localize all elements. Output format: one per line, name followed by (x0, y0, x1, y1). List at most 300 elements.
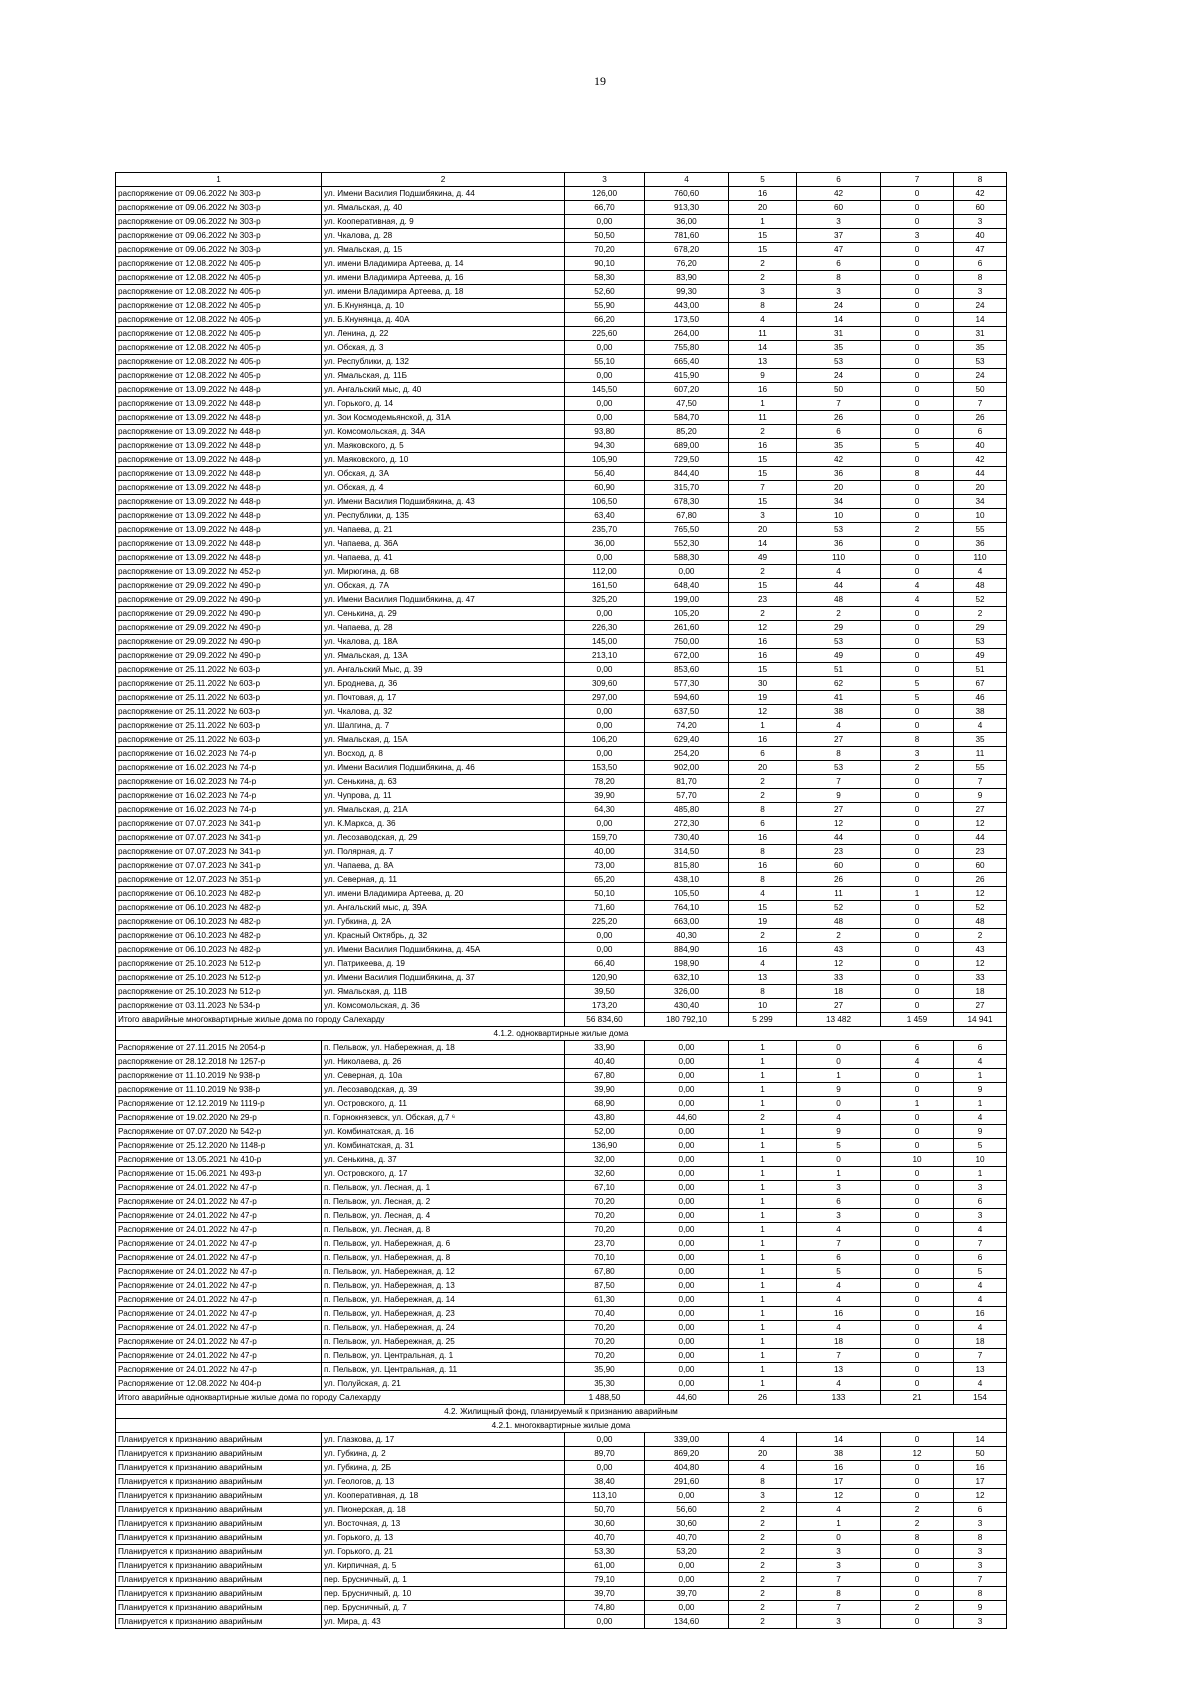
value-cell: 0,00 (645, 1321, 729, 1335)
value-cell: 70,10 (565, 1251, 645, 1265)
value-cell: 815,80 (645, 859, 729, 873)
value-cell: 145,50 (565, 383, 645, 397)
value-cell: 4 (954, 1223, 1007, 1237)
value-cell: 50 (797, 383, 881, 397)
value-cell: 58,30 (565, 271, 645, 285)
value-cell: 552,30 (645, 537, 729, 551)
value-cell: 6 (954, 1503, 1007, 1517)
value-cell: 20 (954, 481, 1007, 495)
value-cell: 73,00 (565, 859, 645, 873)
value-cell: 443,00 (645, 299, 729, 313)
value-cell: 6 (954, 257, 1007, 271)
value-cell: 70,40 (565, 1307, 645, 1321)
value-cell: 297,00 (565, 691, 645, 705)
value-cell: 4 (881, 579, 954, 593)
value-cell: 6 (729, 817, 797, 831)
document-cell: распоряжение от 13.09.2022 № 448-р (116, 509, 322, 523)
table-row (116, 1223, 1007, 1237)
section-header-row (116, 1419, 1007, 1433)
table-row (116, 789, 1007, 803)
value-cell: 1 (729, 1223, 797, 1237)
table-row (116, 1531, 1007, 1545)
value-cell: 1 (729, 1097, 797, 1111)
address-cell: п. Пельвож, ул. Центральная, д. 1 (322, 1349, 565, 1363)
value-cell: 0 (881, 1545, 954, 1559)
value-cell: 0 (881, 1125, 954, 1139)
value-cell: 112,00 (565, 565, 645, 579)
value-cell: 20 (797, 481, 881, 495)
value-cell: 63,40 (565, 509, 645, 523)
document-cell: распоряжение от 12.08.2022 № 405-р (116, 327, 322, 341)
value-cell: 6 (881, 1041, 954, 1055)
value-cell: 2 (729, 1111, 797, 1125)
value-cell: 4 (729, 1461, 797, 1475)
value-cell: 1 (729, 215, 797, 229)
value-cell: 5 (797, 1139, 881, 1153)
address-cell: п. Пельвож, ул. Набережная, д. 14 (322, 1293, 565, 1307)
table-row (116, 1125, 1007, 1139)
value-cell: 8 (954, 1531, 1007, 1545)
value-cell: 315,70 (645, 481, 729, 495)
value-cell: 78,20 (565, 775, 645, 789)
address-cell: ул. Кооперативная, д. 18 (322, 1489, 565, 1503)
value-cell: 11 (797, 887, 881, 901)
value-cell: 7 (797, 1573, 881, 1587)
value-cell: 2 (729, 1559, 797, 1573)
value-cell: 57,70 (645, 789, 729, 803)
value-cell: 199,00 (645, 593, 729, 607)
value-cell: 40,70 (645, 1531, 729, 1545)
document-cell: распоряжение от 16.02.2023 № 74-р (116, 803, 322, 817)
value-cell: 0 (881, 1209, 954, 1223)
value-cell: 2 (729, 1587, 797, 1601)
value-cell: 30,60 (645, 1517, 729, 1531)
table-row (116, 1447, 1007, 1461)
value-cell: 6 (797, 1251, 881, 1265)
value-cell: 55,90 (565, 299, 645, 313)
address-cell: ул. Республики, д. 135 (322, 509, 565, 523)
value-cell: 70,20 (565, 1321, 645, 1335)
value-cell: 0 (881, 1195, 954, 1209)
value-cell: 23 (954, 845, 1007, 859)
value-cell: 50 (954, 1447, 1007, 1461)
value-cell: 6 (797, 257, 881, 271)
table-row (116, 1251, 1007, 1265)
value-cell: 15 (729, 901, 797, 915)
document-cell: Планируется к признанию аварийным (116, 1573, 322, 1587)
document-cell: Распоряжение от 25.12.2020 № 1148-р (116, 1139, 322, 1153)
value-cell: 0 (881, 873, 954, 887)
value-cell: 12 (954, 1489, 1007, 1503)
table-row (116, 803, 1007, 817)
value-cell: 0 (881, 649, 954, 663)
value-cell: 0 (881, 383, 954, 397)
value-cell: 2 (729, 257, 797, 271)
value-cell: 136,90 (565, 1139, 645, 1153)
value-cell: 0 (881, 285, 954, 299)
value-cell: 325,20 (565, 593, 645, 607)
address-cell: ул. Маяковского, д. 10 (322, 453, 565, 467)
value-cell: 0,00 (565, 705, 645, 719)
value-cell: 44,60 (645, 1111, 729, 1125)
value-cell: 2 (729, 1503, 797, 1517)
table-row (116, 845, 1007, 859)
value-cell: 12 (954, 887, 1007, 901)
table-row (116, 593, 1007, 607)
value-cell: 40,40 (565, 1055, 645, 1069)
value-cell: 3 (797, 1545, 881, 1559)
value-cell: 87,50 (565, 1279, 645, 1293)
document-cell: распоряжение от 25.11.2022 № 603-р (116, 705, 322, 719)
value-cell: 39,90 (565, 789, 645, 803)
table-row (116, 397, 1007, 411)
table-row (116, 943, 1007, 957)
value-cell: 0,00 (565, 551, 645, 565)
value-cell: 70,20 (565, 1195, 645, 1209)
value-cell: 70,20 (565, 1223, 645, 1237)
value-cell: 42 (954, 453, 1007, 467)
value-cell: 0,00 (645, 1251, 729, 1265)
address-cell: ул. имени Владимира Артеева, д. 20 (322, 887, 565, 901)
total-value: 13 482 (797, 1013, 881, 1027)
address-cell: ул. Ангальский мыс, д. 39А (322, 901, 565, 915)
value-cell: 23 (797, 845, 881, 859)
value-cell: 12 (729, 621, 797, 635)
value-cell: 0 (881, 537, 954, 551)
section-title: 4.2.1. многоквартирные жилые дома (116, 1419, 1007, 1433)
value-cell: 53,20 (645, 1545, 729, 1559)
value-cell: 26 (797, 411, 881, 425)
value-cell: 0 (881, 789, 954, 803)
document-cell: распоряжение от 07.07.2023 № 341-р (116, 845, 322, 859)
value-cell: 12 (797, 817, 881, 831)
table-row (116, 1139, 1007, 1153)
value-cell: 0 (881, 915, 954, 929)
address-cell: ул. Чапаева, д. 21 (322, 523, 565, 537)
value-cell: 4 (797, 1111, 881, 1125)
value-cell: 8 (797, 271, 881, 285)
address-cell: ул. Имени Василия Подшибякина, д. 45А (322, 943, 565, 957)
document-cell: распоряжение от 16.02.2023 № 74-р (116, 747, 322, 761)
value-cell: 0 (881, 327, 954, 341)
document-cell: Распоряжение от 12.08.2022 № 404-р (116, 1377, 322, 1391)
table-row (116, 523, 1007, 537)
value-cell: 40 (954, 229, 1007, 243)
value-cell: 105,90 (565, 453, 645, 467)
table-row (116, 705, 1007, 719)
value-cell: 2 (729, 1531, 797, 1545)
column-header: 4 (645, 173, 729, 187)
value-cell: 67 (954, 677, 1007, 691)
document-cell: распоряжение от 13.09.2022 № 448-р (116, 425, 322, 439)
value-cell: 18 (797, 985, 881, 999)
column-header: 5 (729, 173, 797, 187)
value-cell: 309,60 (565, 677, 645, 691)
table-row (116, 453, 1007, 467)
document-cell: распоряжение от 13.09.2022 № 448-р (116, 537, 322, 551)
value-cell: 0,00 (645, 1377, 729, 1391)
table-row (116, 537, 1007, 551)
value-cell: 0 (881, 1251, 954, 1265)
table-row (116, 677, 1007, 691)
value-cell: 68,90 (565, 1097, 645, 1111)
value-cell: 4 (954, 1321, 1007, 1335)
table-row (116, 607, 1007, 621)
value-cell: 0 (881, 1587, 954, 1601)
column-header: 2 (322, 173, 565, 187)
value-cell: 12 (881, 1447, 954, 1461)
value-cell: 0 (881, 1139, 954, 1153)
value-cell: 10 (954, 1153, 1007, 1167)
value-cell: 7 (954, 775, 1007, 789)
table-row (116, 313, 1007, 327)
value-cell: 3 (797, 1209, 881, 1223)
address-cell: ул. К.Маркса, д. 36 (322, 817, 565, 831)
value-cell: 16 (729, 859, 797, 873)
value-cell: 0 (881, 1363, 954, 1377)
value-cell: 31 (797, 327, 881, 341)
value-cell: 0,00 (645, 1237, 729, 1251)
document-cell: распоряжение от 13.09.2022 № 448-р (116, 495, 322, 509)
value-cell: 17 (797, 1475, 881, 1489)
value-cell: 9 (954, 1083, 1007, 1097)
value-cell: 415,90 (645, 369, 729, 383)
value-cell: 13 (797, 1363, 881, 1377)
value-cell: 272,30 (645, 817, 729, 831)
value-cell: 46 (954, 691, 1007, 705)
value-cell: 38 (797, 1447, 881, 1461)
value-cell: 10 (881, 1153, 954, 1167)
value-cell: 20 (729, 1447, 797, 1461)
value-cell: 0 (797, 1531, 881, 1545)
value-cell: 9 (954, 789, 1007, 803)
table-row (116, 299, 1007, 313)
value-cell: 67,80 (565, 1069, 645, 1083)
value-cell: 20 (729, 201, 797, 215)
value-cell: 37 (797, 229, 881, 243)
section-title: 4.1.2. одноквартирные жилые дома (116, 1027, 1007, 1041)
value-cell: 0 (881, 1293, 954, 1307)
value-cell: 0 (881, 1237, 954, 1251)
value-cell: 20 (729, 761, 797, 775)
value-cell: 9 (797, 789, 881, 803)
value-cell: 0,00 (565, 397, 645, 411)
value-cell: 2 (729, 271, 797, 285)
address-cell: ул. Кооперативная, д. 9 (322, 215, 565, 229)
total-value: 1 488,50 (565, 1391, 645, 1405)
value-cell: 49 (797, 649, 881, 663)
value-cell: 438,10 (645, 873, 729, 887)
table-row (116, 1307, 1007, 1321)
value-cell: 19 (729, 915, 797, 929)
value-cell: 0 (881, 1461, 954, 1475)
address-cell: ул. Николаева, д. 26 (322, 1055, 565, 1069)
value-cell: 1 (729, 1265, 797, 1279)
document-cell: распоряжение от 06.10.2023 № 482-р (116, 915, 322, 929)
value-cell: 26 (797, 873, 881, 887)
address-cell: ул. Губкина, д. 2 (322, 1447, 565, 1461)
table-row (116, 509, 1007, 523)
value-cell: 0,00 (645, 1573, 729, 1587)
value-cell: 0 (881, 999, 954, 1013)
document-cell: распоряжение от 06.10.2023 № 482-р (116, 887, 322, 901)
value-cell: 0 (881, 1223, 954, 1237)
value-cell: 2 (881, 1517, 954, 1531)
value-cell: 0,00 (645, 1335, 729, 1349)
value-cell: 2 (729, 565, 797, 579)
document-cell: Распоряжение от 24.01.2022 № 47-р (116, 1335, 322, 1349)
value-cell: 9 (729, 369, 797, 383)
table-row (116, 425, 1007, 439)
value-cell: 339,00 (645, 1433, 729, 1447)
document-cell: Распоряжение от 13.05.2021 № 410-р (116, 1153, 322, 1167)
value-cell: 2 (881, 761, 954, 775)
table-row (116, 1055, 1007, 1069)
value-cell: 173,50 (645, 313, 729, 327)
value-cell: 0,00 (645, 1055, 729, 1069)
table-row (116, 859, 1007, 873)
value-cell: 110 (797, 551, 881, 565)
address-cell: ул. Ямальская, д. 15А (322, 733, 565, 747)
document-cell: Планируется к признанию аварийным (116, 1601, 322, 1615)
value-cell: 60 (954, 859, 1007, 873)
value-cell: 853,60 (645, 663, 729, 677)
document-cell: распоряжение от 25.11.2022 № 603-р (116, 663, 322, 677)
value-cell: 0 (881, 971, 954, 985)
value-cell: 1 (729, 1195, 797, 1209)
value-cell: 5 (954, 1139, 1007, 1153)
value-cell: 23,70 (565, 1237, 645, 1251)
column-header: 3 (565, 173, 645, 187)
value-cell: 0 (881, 803, 954, 817)
value-cell: 1 (954, 1069, 1007, 1083)
address-cell: ул. Глазкова, д. 17 (322, 1433, 565, 1447)
document-cell: распоряжение от 28.12.2018 № 1257-р (116, 1055, 322, 1069)
value-cell: 5 (881, 677, 954, 691)
value-cell: 0 (797, 1097, 881, 1111)
document-cell: Распоряжение от 24.01.2022 № 47-р (116, 1209, 322, 1223)
value-cell: 0 (881, 859, 954, 873)
value-cell: 0,00 (565, 369, 645, 383)
value-cell: 485,80 (645, 803, 729, 817)
value-cell: 66,40 (565, 957, 645, 971)
address-cell: ул. Лесозаводская, д. 29 (322, 831, 565, 845)
value-cell: 33 (954, 971, 1007, 985)
value-cell: 9 (797, 1125, 881, 1139)
address-cell: ул. Ямальская, д. 13А (322, 649, 565, 663)
document-cell: распоряжение от 29.09.2022 № 490-р (116, 579, 322, 593)
value-cell: 16 (729, 831, 797, 845)
value-cell: 648,40 (645, 579, 729, 593)
value-cell: 47 (954, 243, 1007, 257)
table-row (116, 775, 1007, 789)
table-row (116, 761, 1007, 775)
value-cell: 48 (954, 579, 1007, 593)
value-cell: 15 (729, 467, 797, 481)
document-cell: Распоряжение от 07.07.2020 № 542-р (116, 1125, 322, 1139)
value-cell: 93,80 (565, 425, 645, 439)
value-cell: 38,40 (565, 1475, 645, 1489)
value-cell: 7 (954, 1573, 1007, 1587)
value-cell: 0,00 (645, 1489, 729, 1503)
document-cell: распоряжение от 25.10.2023 № 512-р (116, 985, 322, 999)
table-row (116, 691, 1007, 705)
value-cell: 729,50 (645, 453, 729, 467)
value-cell: 0 (881, 985, 954, 999)
value-cell: 0 (881, 943, 954, 957)
value-cell: 594,60 (645, 691, 729, 705)
value-cell: 0 (797, 1055, 881, 1069)
value-cell: 61,00 (565, 1559, 645, 1573)
value-cell: 27 (954, 999, 1007, 1013)
value-cell: 0,00 (645, 1209, 729, 1223)
value-cell: 16 (954, 1307, 1007, 1321)
value-cell: 1 (729, 1279, 797, 1293)
document-cell: распоряжение от 06.10.2023 № 482-р (116, 929, 322, 943)
value-cell: 79,10 (565, 1573, 645, 1587)
value-cell: 0 (881, 369, 954, 383)
table-row (116, 439, 1007, 453)
document-cell: распоряжение от 12.08.2022 № 405-р (116, 299, 322, 313)
value-cell: 5 (797, 1265, 881, 1279)
value-cell: 0 (881, 1069, 954, 1083)
value-cell: 39,50 (565, 985, 645, 999)
value-cell: 0 (881, 621, 954, 635)
value-cell: 24 (954, 369, 1007, 383)
document-cell: распоряжение от 12.08.2022 № 405-р (116, 271, 322, 285)
address-cell: п. Пельвож, ул. Набережная, д. 12 (322, 1265, 565, 1279)
document-cell: распоряжение от 25.11.2022 № 603-р (116, 719, 322, 733)
table-row (116, 1069, 1007, 1083)
value-cell: 10 (797, 509, 881, 523)
address-cell: ул. Ленина, д. 22 (322, 327, 565, 341)
value-cell: 27 (954, 803, 1007, 817)
value-cell: 0,00 (565, 1433, 645, 1447)
value-cell: 3 (797, 1559, 881, 1573)
value-cell: 52 (954, 593, 1007, 607)
address-cell: ул. Имени Василия Подшибякина, д. 46 (322, 761, 565, 775)
table-row (116, 1475, 1007, 1489)
document-cell: распоряжение от 29.09.2022 № 490-р (116, 621, 322, 635)
address-cell: п. Пельвож, ул. Лесная, д. 2 (322, 1195, 565, 1209)
value-cell: 4 (797, 565, 881, 579)
value-cell: 1 (729, 1139, 797, 1153)
table-row (116, 1335, 1007, 1349)
value-cell: 55 (954, 523, 1007, 537)
value-cell: 4 (797, 719, 881, 733)
value-cell: 0,00 (645, 1307, 729, 1321)
value-cell: 13 (729, 355, 797, 369)
address-cell: ул. Имени Василия Подшибякина, д. 44 (322, 187, 565, 201)
value-cell: 1 (729, 1055, 797, 1069)
value-cell: 20 (729, 523, 797, 537)
value-cell: 94,30 (565, 439, 645, 453)
value-cell: 2 (881, 1503, 954, 1517)
value-cell: 38 (954, 705, 1007, 719)
value-cell: 27 (797, 803, 881, 817)
address-cell: ул. Островского, д. 11 (322, 1097, 565, 1111)
value-cell: 0,00 (645, 1601, 729, 1615)
value-cell: 145,00 (565, 635, 645, 649)
value-cell: 0 (881, 1349, 954, 1363)
table-row (116, 1209, 1007, 1223)
value-cell: 53 (954, 355, 1007, 369)
total-value: 5 299 (729, 1013, 797, 1027)
value-cell: 34 (797, 495, 881, 509)
address-cell: ул. Мирюгина, д. 68 (322, 565, 565, 579)
address-cell: ул. Б.Кнунянца, д. 10 (322, 299, 565, 313)
document-cell: распоряжение от 29.09.2022 № 490-р (116, 635, 322, 649)
